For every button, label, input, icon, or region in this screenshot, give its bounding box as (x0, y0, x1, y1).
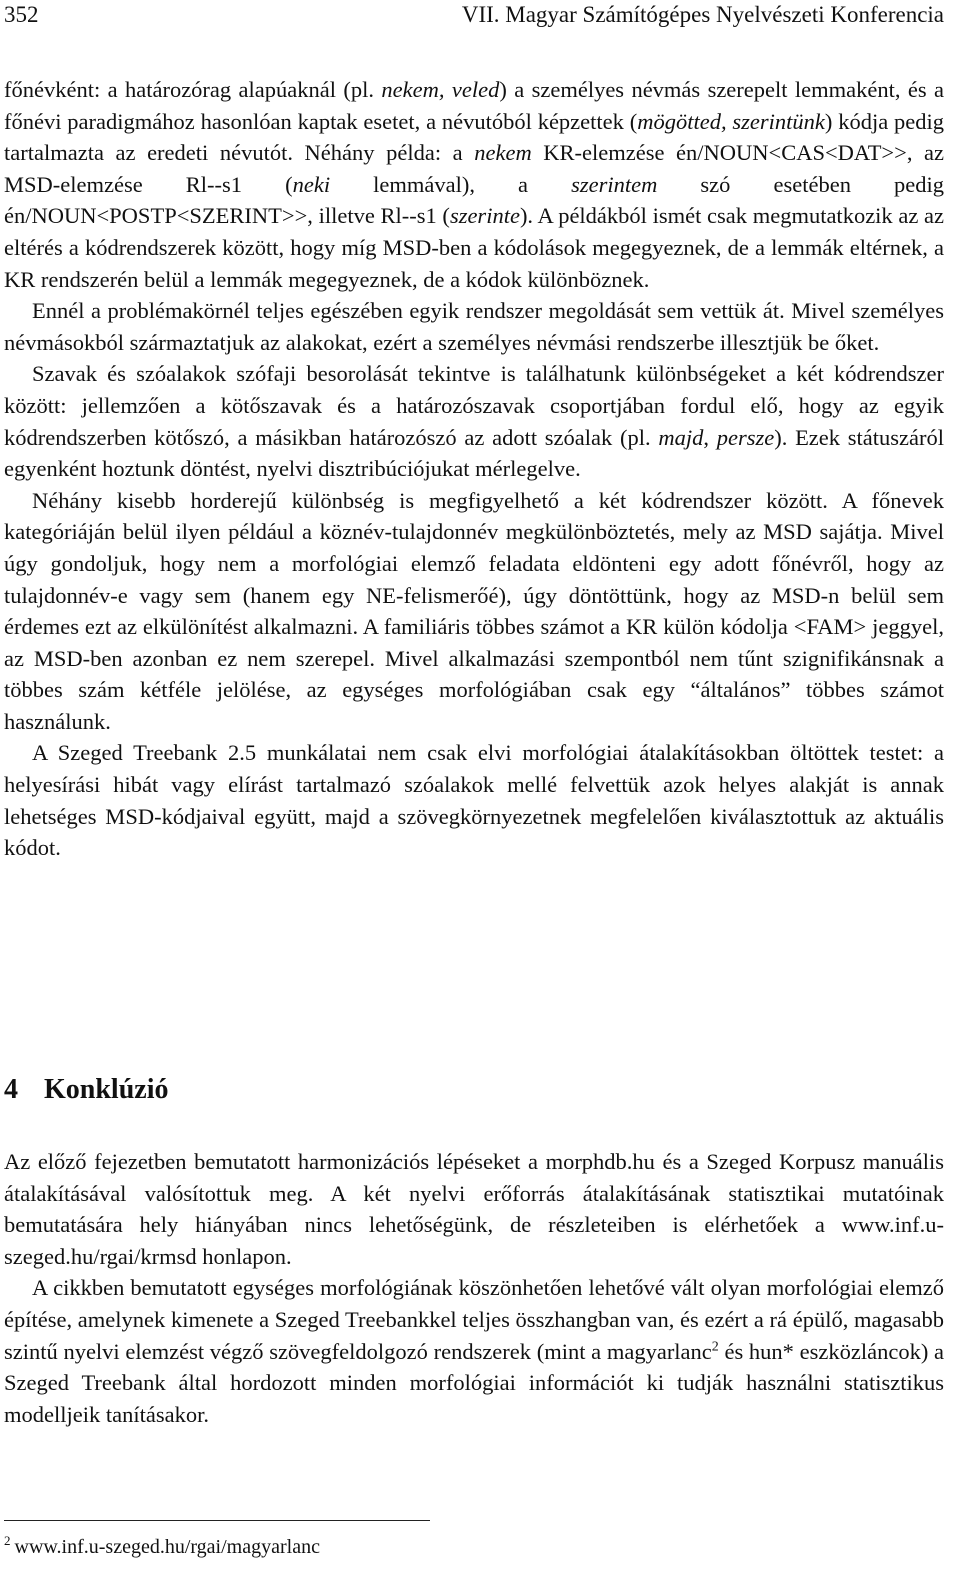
paragraph-3 (4, 358, 944, 484)
section-body (4, 1146, 944, 1430)
page (4, 0, 944, 1586)
footnote-marker: 2 (4, 1533, 11, 1549)
text-run: és hun* eszközláncok) a Szeged Treebank által hordozott minden morfológiai információt ki tudják használni statisztikus modelljeik tanításakor. (4, 1338, 944, 1427)
page-number: 352 (4, 2, 39, 27)
paragraph-2: Ennél a problémakörnél teljes egészében egyik rendszer megoldását sem vettük át. Mivel személyes névmásokból származtatjuk az alakokat, ezért a személyes névmási rendszerbe illesztjük be őket. (4, 298, 944, 355)
text-run: lemmával), a (330, 171, 572, 197)
footnote-text: www.inf.u-szeged.hu/rgai/magyarlanc (14, 1536, 320, 1558)
example-word: persze (716, 424, 775, 450)
text-run: főnévként: a határozórag alapúaknál (pl. (4, 77, 382, 102)
text-run: Szavak és szóalakok szófaji besorolását tekintve is találhatunk különbségeket a két kódrendszer között: jellemzően a kötőszavak és a határozószavak csoportjában fordul elő, hogy az egyik kódrendszerben kötőszó, a másikban határozószó az adott szóalak (pl. (4, 361, 944, 450)
paragraph-4: Néhány kisebb horderejű különbség is megfigyelhető a két kódrendszer között. A főnevek kategóriáján belül ilyen például a köznév-tulajdonnév megkülönböztetés, mely az MSD sajátja. Mivel úgy gondoljuk, hogy nem a morfológiai elemző feladata eldönteni egy adott főnévről, hogy az tulajdonnév-e vagy sem (hanem egy NE-felismerőé), úgy döntöttünk, hogy az MSD-n belül sem érdemes ezt az elkülönítést alkalmazni. A familiáris többes számot a KR külön kódolja <FAM> jeggyel, az MSD-ben azonban ez nem szerepel. Mivel alkalmazási szempontból nem tűnt szignifikánsnak a többes szám kétféle jelölése, az egységes morfológiában csak egy “általános” többes számot használunk. (4, 487, 944, 734)
footnote-reference[interactable]: 2 (711, 1339, 719, 1355)
section-title: Konklúzió (44, 1074, 169, 1105)
paragraph-5: A Szeged Treebank 2.5 munkálatai nem csak elvi morfológiai átalakításokban öltöttek testet: a helyesírási hibát vagy elírást tartalmazó szóalakok mellé felvettük azok helyes alakját is annak lehetséges MSD-kódjaival együtt, majd a szövegkörnyezetnek megfelelően kiválasztottuk az aktuális kódot. (4, 740, 944, 861)
section-number: 4 (4, 1074, 18, 1105)
text-run: szó esetében pedig én/NOUN<POSTP<SZERINT>>, illetve Rl--s1 ( (4, 171, 944, 229)
example-word: nekem, veled (381, 77, 500, 102)
text-run: , (703, 424, 717, 450)
text-run: ). Ezek státuszáról egyenként hoztunk döntést, nyelvi disztribúciójukat mérlegelve. (4, 424, 944, 482)
text-run: KR-elemzése én/NOUN<CAS<DAT>>, az MSD-elemzése Rl--s1 ( (4, 140, 944, 197)
text-run: ) kódja pedig tartalmazta az eredeti névutót. Néhány példa: a (4, 108, 945, 166)
section-paragraph-2 (4, 1272, 944, 1430)
paragraph-1 (4, 74, 944, 295)
footnote-divider (4, 1520, 430, 1521)
footnote (4, 1533, 320, 1559)
body-text (4, 74, 944, 864)
text-run: ) a személyes névmás szerepelt lemmaként, és a főnévi paradigmához hasonlóan kaptak esetet, a névutóból képzettek ( (4, 77, 944, 134)
text-run: ). A példákból ismét csak megmutatkozik az az eltérés a kódrendszerek között, hogy míg MSD-ben a kódolások megegyeznek, de a lemmák eltérnek, a KR rendszerén belül a lemmák megegyeznek, de a kódok különböznek. (4, 203, 944, 292)
running-title: VII. Magyar Számítógépes Nyelvészeti Konferencia (461, 2, 944, 27)
text-run: A cikkben bemutatott egységes morfológiának köszönhetően lehetővé vált olyan morfológiai elemző építése, amelynek kimenete a Szeged Treebankkel teljes összhangban van, és ezért a rá épülő, magasabb szintű nyelvi elemzést végző szövegfeldolgozó rendszerek (mint a magyarlanc (4, 1275, 944, 1364)
example-word: neki (292, 171, 331, 197)
page-header (4, 2, 944, 32)
example-word: szerintem (571, 171, 658, 197)
section-paragraph-1: Az előző fejezetben bemutatott harmonizációs lépéseket a morphdb.hu és a Szeged Korpusz manuális átalakításával valósítottuk meg. A két nyelvi erőforrás átalakításának statisztikai mutatóinak bemutatására hely hiányában nincs lehetőségünk, de részleteiben is elérhetőek a www.inf.u-szeged.hu/rgai/krmsd honlapon. (4, 1149, 944, 1269)
example-word: nekem (474, 140, 532, 166)
section-heading (4, 1074, 168, 1106)
example-word: mögötted, szerintünk (637, 108, 825, 134)
example-word: majd (658, 424, 704, 450)
example-word: szerinte (449, 203, 520, 229)
